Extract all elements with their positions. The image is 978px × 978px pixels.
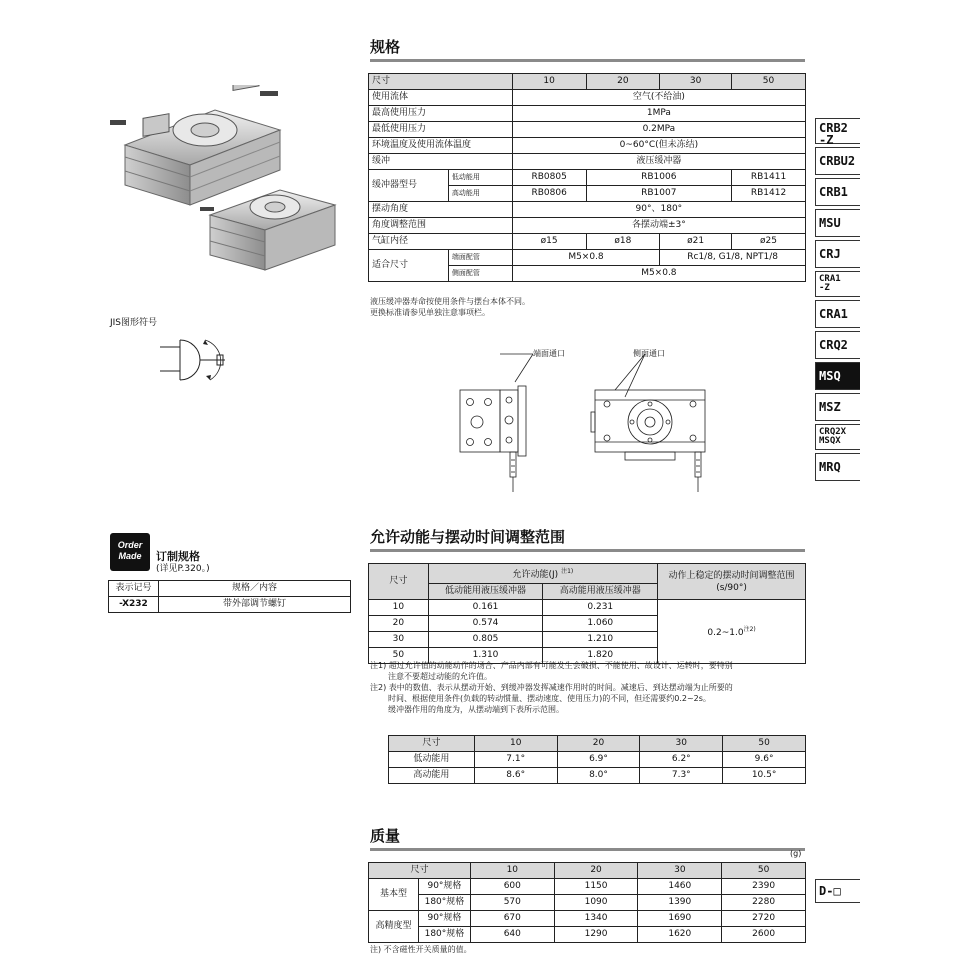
row-label: 气缸内径 [369,234,513,250]
angle-value: 8.0° [557,768,640,784]
mass-value: 640 [470,927,554,943]
row-value: 各摆动端±3° [512,218,805,234]
row-label: 角度调整范围 [369,218,513,234]
angle-header-size: 尺寸 [389,736,475,752]
row-value: 0.2MPa [512,122,805,138]
energy-high: 1.210 [543,632,658,648]
mass-value: 1460 [638,879,722,895]
energy-header-row [369,564,806,584]
mass-row-label: 180°规格 [418,895,470,911]
row-sublabel: 低动能用 [448,170,512,186]
tab-crb2-z[interactable]: CRB2 -Z [815,118,860,144]
table-row [369,138,806,154]
angle-label: 低动能用 [389,752,475,768]
order-title: 订制规格 [156,550,200,563]
table-row [369,927,806,943]
row-sublabel: 高动能用 [448,186,512,202]
row-value: RB0805 [512,170,586,186]
row-value: ø25 [732,234,806,250]
energy-header-high: 高动能用液压缓冲器 [543,584,658,600]
row-value: M5×0.8 [512,250,659,266]
angle-value: 6.2° [640,752,723,768]
angle-header-50: 50 [723,736,806,752]
row-sublabel: 端面配管 [448,250,512,266]
row-value: RB1007 [586,186,732,202]
port-diagram [455,342,725,502]
mass-value: 670 [470,911,554,927]
mass-value: 2600 [722,927,806,943]
energy-header-energy-note: 注1) [561,568,574,575]
tab-crq2[interactable]: CRQ2 [815,331,860,359]
order-content: 带外部调节螺钉 [158,597,350,613]
row-value: M5×0.8 [512,266,805,282]
row-value: RB0806 [512,186,586,202]
angle-value: 9.6° [723,752,806,768]
tab-crj[interactable]: CRJ [815,240,860,268]
energy-header-energy [428,564,657,584]
row-label: 缓冲 [369,154,513,170]
spec-header-size: 尺寸 [369,74,513,90]
product-photo [105,85,350,295]
row-value: ø15 [512,234,586,250]
mass-row-label: 90°规格 [418,911,470,927]
table-row [369,250,806,266]
energy-note-line: 缓冲器作用的角度为，从摆动端到下表所示范围。 [388,705,564,714]
energy-notes [370,660,810,715]
spec-header-10: 10 [512,74,586,90]
table-row [369,202,806,218]
mass-value: 1340 [554,911,638,927]
table-row [109,597,351,613]
spec-note-line: 液压缓冲器寿命按使用条件与摆台本体不同。 [370,297,530,306]
jis-symbol-label: JIS图形符号 [110,318,158,328]
tab-d[interactable]: D-□ [815,879,860,903]
mass-value: 600 [470,879,554,895]
energy-header-time-unit: (s/90°) [716,582,747,593]
tab-cra1-z[interactable]: CRA1 -Z [815,271,860,297]
order-made-logo [110,533,150,571]
spec-notes [370,296,530,318]
energy-note-line: 注1) 超过允许值的动能动作的场合、产品内部有可能发生会破损、不能使用、故设计、运转时，要特别 [370,661,733,670]
angle-header-20: 20 [557,736,640,752]
tab-cra1[interactable]: CRA1 [815,300,860,328]
order-subtitle: (详见P.320。) [156,564,210,574]
energy-header-time [658,564,806,600]
table-row [389,768,806,784]
order-logo-line2: Made [118,551,142,561]
jis-symbol [155,335,235,385]
energy-high: 1.820 [543,648,658,664]
table-row [369,122,806,138]
energy-low: 0.161 [428,600,543,616]
mass-table [368,862,806,943]
table-row [369,600,806,616]
energy-low: 0.805 [428,632,543,648]
energy-low: 1.310 [428,648,543,664]
mass-value: 570 [470,895,554,911]
row-value: Rc1/8, G1/8, NPT1/8 [660,250,806,266]
mass-unit: (g) [790,849,802,858]
mass-value: 1290 [554,927,638,943]
angle-value: 10.5° [723,768,806,784]
energy-header-low: 低动能用液压缓冲器 [428,584,543,600]
spec-header-50: 50 [732,74,806,90]
angle-value: 7.1° [474,752,557,768]
energy-low: 0.574 [428,616,543,632]
spec-title: 规格 [370,36,805,62]
mass-value: 2720 [722,911,806,927]
mass-row-label: 180°规格 [418,927,470,943]
row-value: RB1412 [732,186,806,202]
order-header-row [109,581,351,597]
spec-header-row [369,74,806,90]
order-header-code: 表示记号 [109,581,159,597]
angle-table [388,735,806,784]
order-header-content: 规格／内容 [158,581,350,597]
spec-table [368,73,806,282]
table-row [369,218,806,234]
energy-time-note: 注2) [743,626,756,633]
energy-time-range-text: 0.2~1.0 [707,628,744,638]
mass-group-label: 高精度型 [369,911,419,943]
row-label: 最高使用压力 [369,106,513,122]
mass-header-50: 50 [722,863,806,879]
order-logo-line1: Order [117,540,143,550]
table-row [369,911,806,927]
angle-value: 8.6° [474,768,557,784]
angle-header-30: 30 [640,736,723,752]
side-port-label: 侧面通口 [633,349,665,358]
tab-crbu2[interactable]: CRBU2 [815,147,860,175]
energy-note-line: 注2) 表中的数值、表示从摆动开始、到缓冲器发挥减速作用时的时间。减速后、到达摆动端为止所要的 [370,683,733,692]
mass-value: 1690 [638,911,722,927]
tab-msz[interactable]: MSZ [815,393,860,421]
mass-value: 1390 [638,895,722,911]
mass-value: 1620 [638,927,722,943]
row-value: 液压缓冲器 [512,154,805,170]
spec-note-line: 更换标准请参见单独注意事项栏。 [370,308,490,317]
mass-value: 2390 [722,879,806,895]
energy-high: 0.231 [543,600,658,616]
energy-header-size: 尺寸 [369,564,429,600]
row-sublabel: 侧面配管 [448,266,512,282]
row-label: 最低使用压力 [369,122,513,138]
mass-title: 质量 [370,825,805,851]
table-row [369,170,806,186]
mass-group-label: 基本型 [369,879,419,911]
row-label: 使用流体 [369,90,513,106]
mass-note: 注) 不含磁性开关质量的值。 [370,945,472,954]
mass-header-30: 30 [638,863,722,879]
energy-high: 1.060 [543,616,658,632]
table-row [389,752,806,768]
tab-msq[interactable]: MSQ [815,362,860,390]
row-value: 空气(不给油) [512,90,805,106]
table-row [369,234,806,250]
row-value: 0~60°C(但未冻结) [512,138,805,154]
table-row [369,154,806,170]
mass-header-size: 尺寸 [369,863,471,879]
angle-header-row [389,736,806,752]
spec-header-20: 20 [586,74,660,90]
energy-header-energy-text: 允许动能(J) [512,570,559,580]
mass-row-label: 90°规格 [418,879,470,895]
mass-value: 2280 [722,895,806,911]
energy-title: 允许动能与摆动时间调整范围 [370,526,805,552]
energy-size: 20 [369,616,429,632]
row-value: ø18 [586,234,660,250]
row-label: 环境温度及使用流体温度 [369,138,513,154]
end-port-label: 端面通口 [533,349,565,358]
mass-header-row [369,863,806,879]
energy-table [368,563,806,664]
energy-size: 10 [369,600,429,616]
row-value: 90°、180° [512,202,805,218]
order-code: -X232 [109,597,159,613]
energy-time-range [658,600,806,664]
tab-crq2x-msqx[interactable]: CRQ2X MSQX [815,424,860,450]
energy-size: 50 [369,648,429,664]
row-value: RB1411 [732,170,806,186]
tab-mrq[interactable]: MRQ [815,453,860,481]
energy-note-line: 时间、根据使用条件(负载的转动惯量、摆动速度、使用压力)的不同，但还需要约0.2~2s。 [388,694,711,703]
spec-header-30: 30 [660,74,732,90]
row-label: 适合尺寸 [369,250,449,282]
mass-value: 1150 [554,879,638,895]
angle-value: 7.3° [640,768,723,784]
energy-size: 30 [369,632,429,648]
mass-value: 1090 [554,895,638,911]
order-table [108,580,351,613]
row-label: 缓冲器型号 [369,170,449,202]
row-label: 摆动角度 [369,202,513,218]
tab-crb1[interactable]: CRB1 [815,178,860,206]
row-value: RB1006 [586,170,732,186]
table-row [369,90,806,106]
angle-header-10: 10 [474,736,557,752]
mass-header-10: 10 [470,863,554,879]
table-row [369,106,806,122]
energy-note-line: 注意不要超过动能的允许值。 [388,672,492,681]
angle-value: 6.9° [557,752,640,768]
row-value: ø21 [660,234,732,250]
energy-header-time-text: 动作上稳定的摆动时间调整范围 [668,570,795,581]
row-value: 1MPa [512,106,805,122]
table-row [369,895,806,911]
angle-label: 高动能用 [389,768,475,784]
table-row [369,879,806,895]
mass-header-20: 20 [554,863,638,879]
tab-msu[interactable]: MSU [815,209,860,237]
